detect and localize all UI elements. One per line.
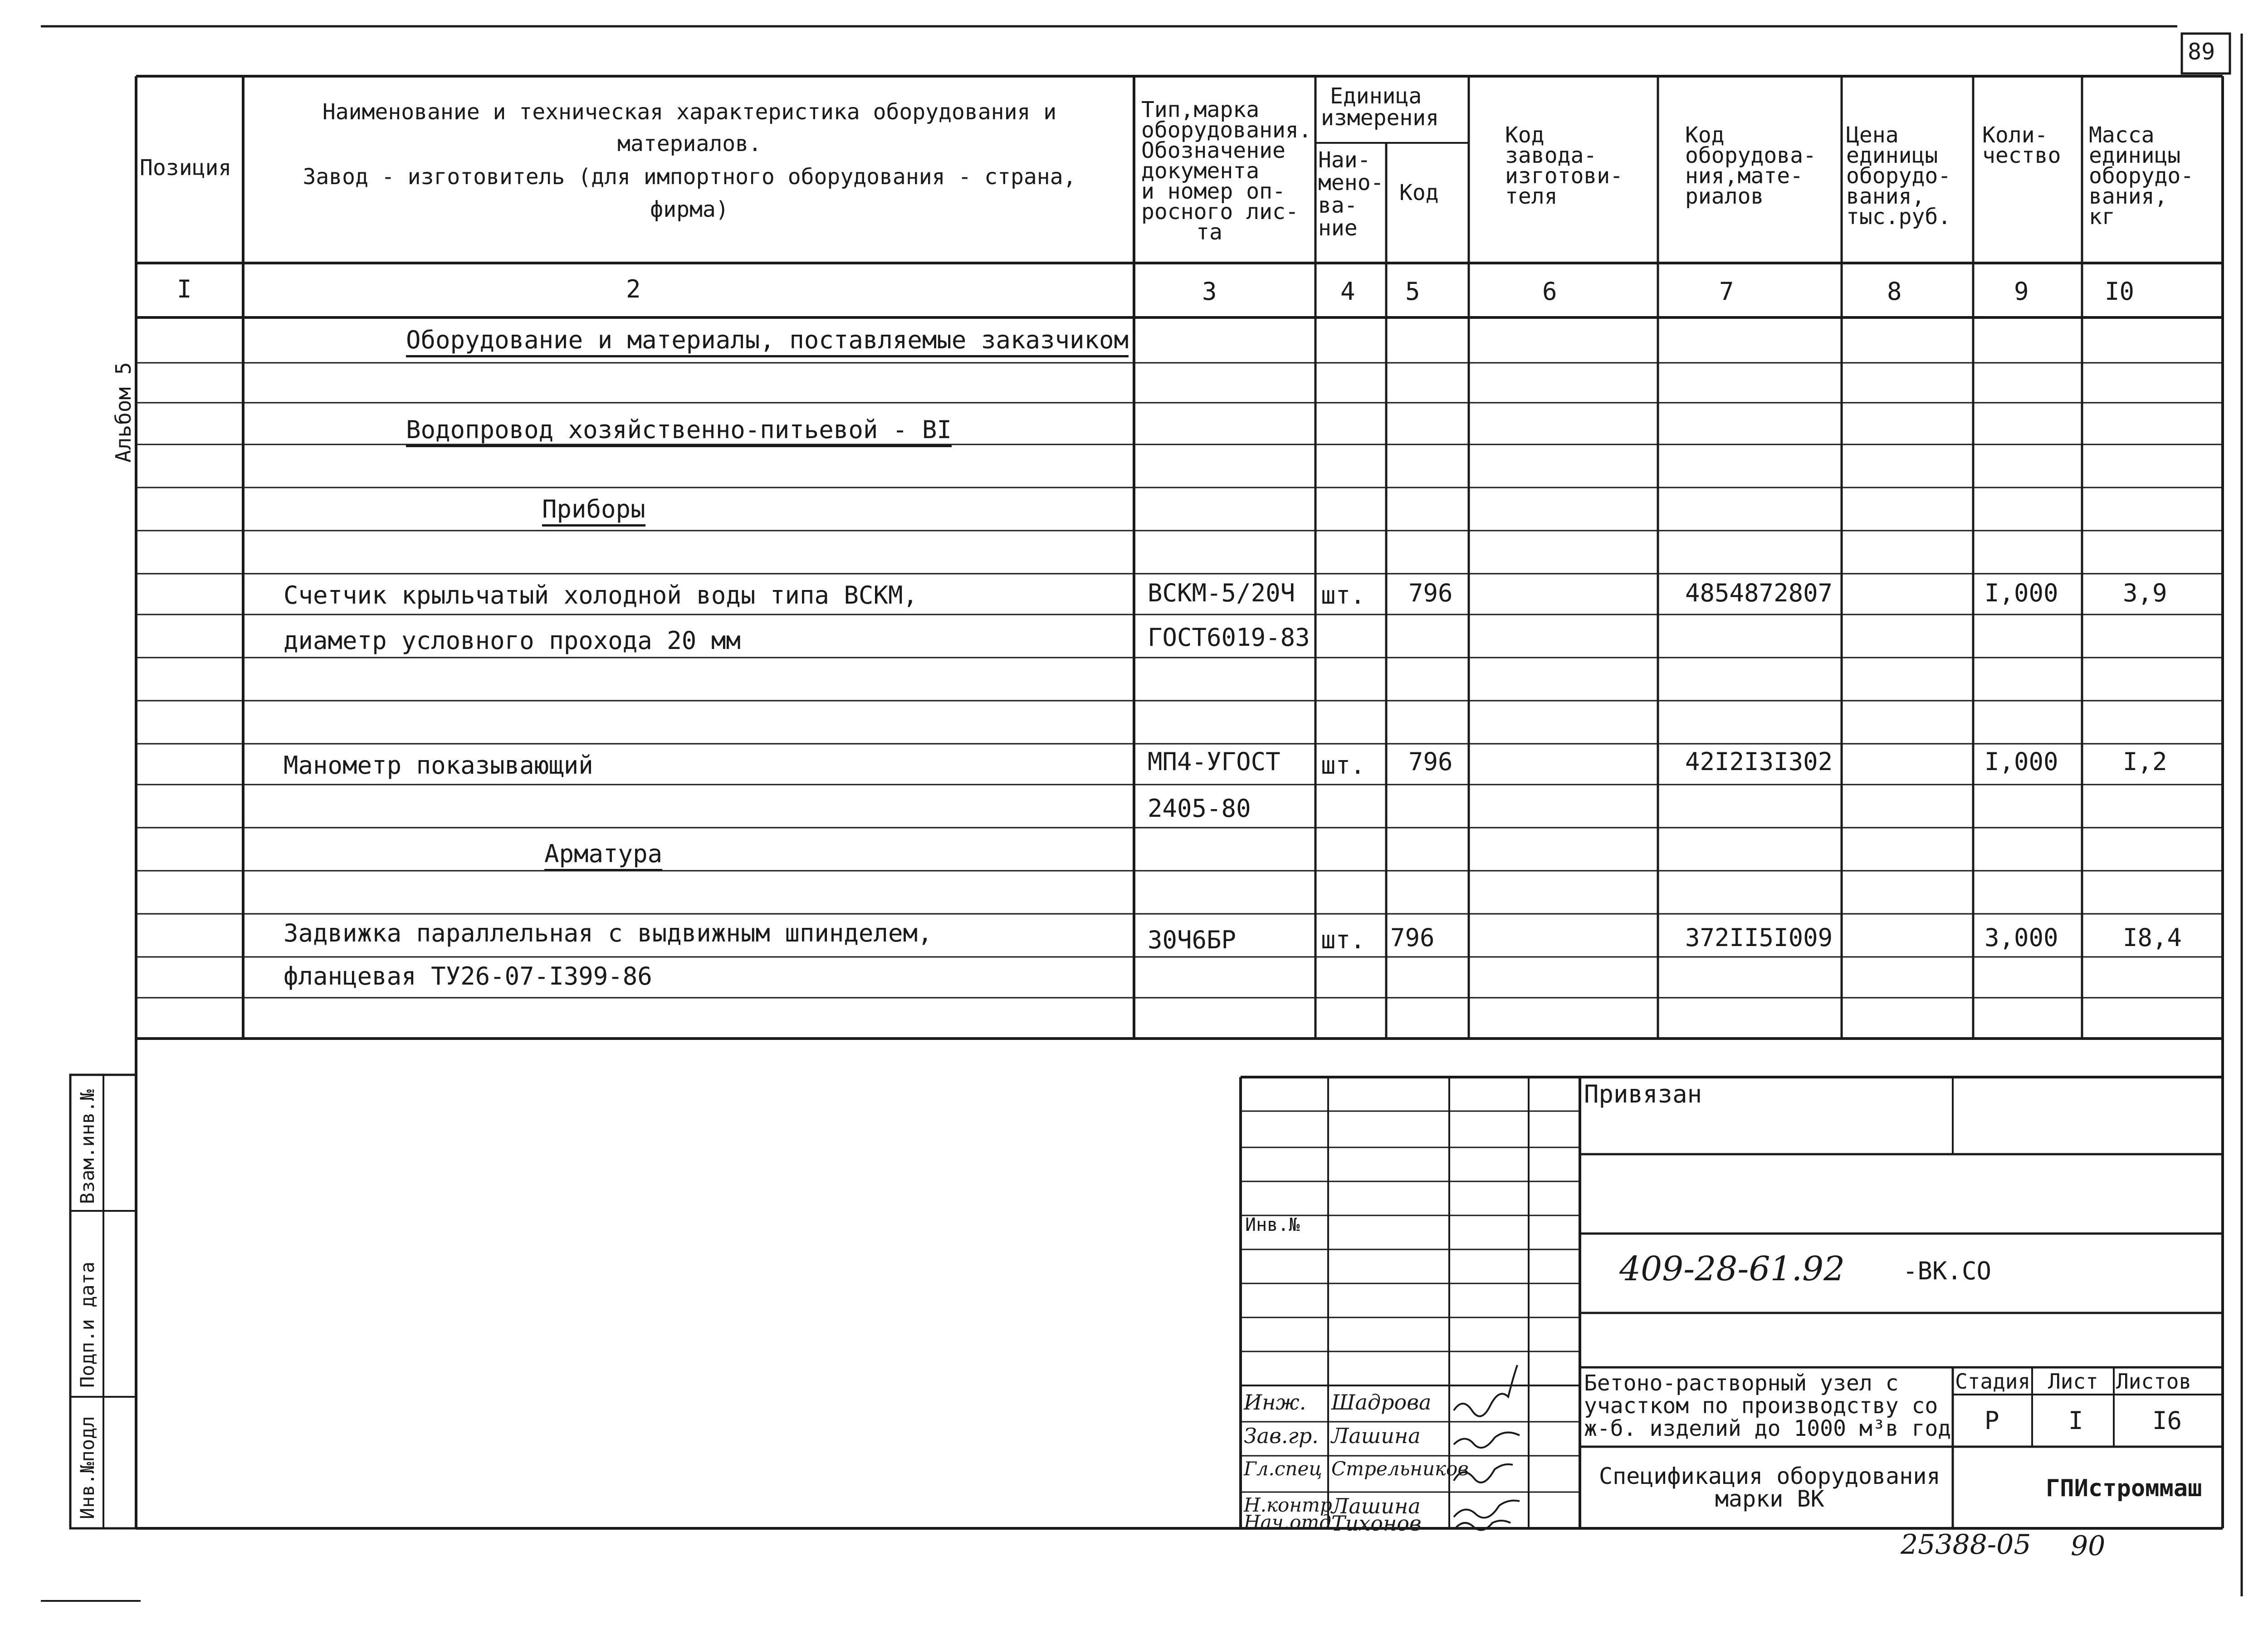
item-unit-code: 796 xyxy=(1408,747,1453,776)
header-name-4: фирма) xyxy=(650,197,729,222)
sheets-value: I6 xyxy=(2152,1406,2182,1435)
header-plant-code-line: Код xyxy=(1505,122,1545,148)
archive-suffix: 90 xyxy=(2071,1530,2106,1562)
signer-name: Лашина xyxy=(1331,1494,1421,1518)
signer-role: Нач.отд xyxy=(1244,1511,1331,1533)
header-price-line: вания, xyxy=(1846,184,1925,209)
header-equip-code-line: Код xyxy=(1685,122,1725,148)
header-qty-line: чество xyxy=(1982,143,2061,168)
object-name-line: Бетоно-растворный узел с xyxy=(1584,1371,1899,1396)
item-name: Счетчик крыльчатый холодной воды типа ВСКМ, xyxy=(284,581,918,610)
section-heading: Водопровод хозяйственно-питьевой - BI xyxy=(406,417,952,447)
header-mass-line: единицы xyxy=(2089,143,2181,168)
stamp-inv-podl: Инв.№подл xyxy=(76,1416,98,1519)
signer-name: Стрельников xyxy=(1331,1458,1469,1480)
header-qty-line: Коли- xyxy=(1982,122,2048,148)
subsection-heading: Приборы xyxy=(542,497,645,527)
signer-role: Инж. xyxy=(1244,1390,1306,1415)
spec-title-line: Спецификация оборудования xyxy=(1599,1463,1941,1489)
signer-name: Шадрова xyxy=(1331,1390,1432,1415)
subsection-heading: Арматура xyxy=(544,841,662,871)
header-price-line: тыс.руб. xyxy=(1846,204,1951,229)
header-plant-code-line: завода- xyxy=(1505,143,1597,168)
header-type-line: росного лис- xyxy=(1141,199,1299,224)
header-equip-code-line: оборудова- xyxy=(1685,143,1816,168)
header-type-line: документа xyxy=(1141,158,1260,184)
item-equip-code: 42I2I3I302 xyxy=(1685,747,1833,776)
col-number: 7 xyxy=(1719,277,1734,306)
item-unit: шт. xyxy=(1321,581,1365,610)
header-unit-code: Код xyxy=(1399,180,1439,205)
header-mass-line: кг xyxy=(2089,204,2115,229)
spec-title-line: марки ВК xyxy=(1715,1486,1824,1512)
stamp-vzam-inv: Взам.инв.№ xyxy=(76,1089,98,1204)
stage-label: Стадия xyxy=(1955,1369,2031,1394)
item-qty: I,000 xyxy=(1984,579,2058,607)
signer-role: Н.контр xyxy=(1244,1494,1332,1516)
header-price-line: единицы xyxy=(1846,143,1938,168)
col-number: 4 xyxy=(1340,277,1355,306)
item-type: 2405-80 xyxy=(1148,794,1251,823)
header-equip-code-line: риалов xyxy=(1685,184,1764,209)
col-number: 9 xyxy=(2014,277,2029,306)
header-plant-code-line: теля xyxy=(1505,184,1558,209)
item-mass: I,2 xyxy=(2123,747,2167,776)
item-unit-code: 796 xyxy=(1390,923,1435,952)
sheet-value: I xyxy=(2068,1406,2083,1435)
doc-suffix: -ВК.СО xyxy=(1903,1257,1992,1285)
inv-label: Инв.№ xyxy=(1245,1215,1300,1235)
col-number: 6 xyxy=(1542,277,1557,306)
header-position: Позиция xyxy=(140,155,232,180)
item-name: фланцевая ТУ26-07-I399-86 xyxy=(284,962,652,990)
archive-number: 25388-05 xyxy=(1901,1529,2031,1561)
organization: ГПИстроммаш xyxy=(2046,1475,2202,1502)
header-mass-line: вания, xyxy=(2089,184,2168,209)
col-number: 3 xyxy=(1202,277,1217,306)
col-number: 5 xyxy=(1405,277,1420,306)
header-unit-name-line: Наи- xyxy=(1318,147,1371,173)
header-unit-group-line: измерения xyxy=(1321,105,1439,131)
item-type: ГОСТ6019-83 xyxy=(1148,623,1310,652)
section-heading: Оборудование и материалы, поставляемые заказчиком xyxy=(406,327,1129,357)
item-type: МП4-УГОСТ xyxy=(1148,747,1281,776)
album-label: Альбом 5 xyxy=(111,362,136,463)
header-mass-line: оборудо- xyxy=(2089,163,2194,189)
item-equip-code: 4854872807 xyxy=(1685,579,1833,607)
header-type-line: Обозначение xyxy=(1141,138,1286,163)
item-type: 30Ч6БР xyxy=(1148,926,1237,954)
col-number: 8 xyxy=(1887,277,1902,306)
object-name-line: ж-б. изделий до 1000 м³в год xyxy=(1584,1416,1951,1441)
header-price-line: Цена xyxy=(1846,122,1899,148)
header-plant-code-line: изготови- xyxy=(1505,163,1623,189)
header-unit-group-line: Единица xyxy=(1330,83,1422,109)
signer-role: Зав.гр. xyxy=(1244,1424,1319,1448)
header-unit-name-line: мено- xyxy=(1318,170,1384,195)
header-type-line: оборудования. xyxy=(1141,117,1312,143)
item-name: Задвижка параллельная с выдвижным шпинделем, xyxy=(284,919,933,947)
privyazan-label: Привязан xyxy=(1584,1080,1702,1108)
header-name-3: Завод - изготовитель (для импортного оборудования - страна, xyxy=(303,164,1076,190)
header-name-1: Наименование и техническая характеристика оборудования и xyxy=(322,99,1057,125)
sheets-label: Листов xyxy=(2116,1369,2192,1394)
col-number: I0 xyxy=(2105,277,2135,306)
header-equip-code-line: ния,мате- xyxy=(1685,163,1804,189)
item-name: диаметр условного прохода 20 мм xyxy=(284,626,741,655)
item-unit-code: 796 xyxy=(1408,579,1453,607)
page-number: 89 xyxy=(2188,39,2215,65)
item-mass: I8,4 xyxy=(2123,923,2182,952)
header-unit-name-line: ние xyxy=(1318,215,1358,241)
item-equip-code: 372II5I009 xyxy=(1685,923,1833,952)
signer-name: Тихонов xyxy=(1331,1511,1422,1536)
stage-value: Р xyxy=(1984,1406,1999,1435)
signer-role: Гл.спец xyxy=(1244,1458,1322,1480)
doc-number: 409-28-61.92 xyxy=(1619,1249,1845,1288)
item-unit: шт. xyxy=(1321,751,1365,780)
col-number: 2 xyxy=(626,275,641,303)
header-price-line: оборудо- xyxy=(1846,163,1951,189)
item-qty: I,000 xyxy=(1984,747,2058,776)
item-unit: шт. xyxy=(1321,926,1365,954)
sheet-label: Лист xyxy=(2048,1369,2098,1394)
header-mass-line: Масса xyxy=(2089,122,2155,148)
item-qty: 3,000 xyxy=(1984,923,2058,952)
header-type-line: Тип,марка xyxy=(1141,97,1260,122)
header-unit-name-line: ва- xyxy=(1318,193,1358,218)
stamp-podp-data: Подп.и дата xyxy=(76,1261,98,1388)
header-type-line: и номер оп- xyxy=(1141,179,1286,204)
item-mass: 3,9 xyxy=(2123,579,2167,607)
signer-name: Лашина xyxy=(1331,1424,1421,1448)
item-name: Манометр показывающий xyxy=(284,751,593,780)
col-number: I xyxy=(177,275,192,303)
header-type-line: та xyxy=(1196,219,1222,245)
item-type: ВСКМ-5/20Ч xyxy=(1148,579,1295,607)
header-name-2: материалов. xyxy=(617,131,762,156)
object-name-line: участком по производству со xyxy=(1584,1393,1938,1419)
